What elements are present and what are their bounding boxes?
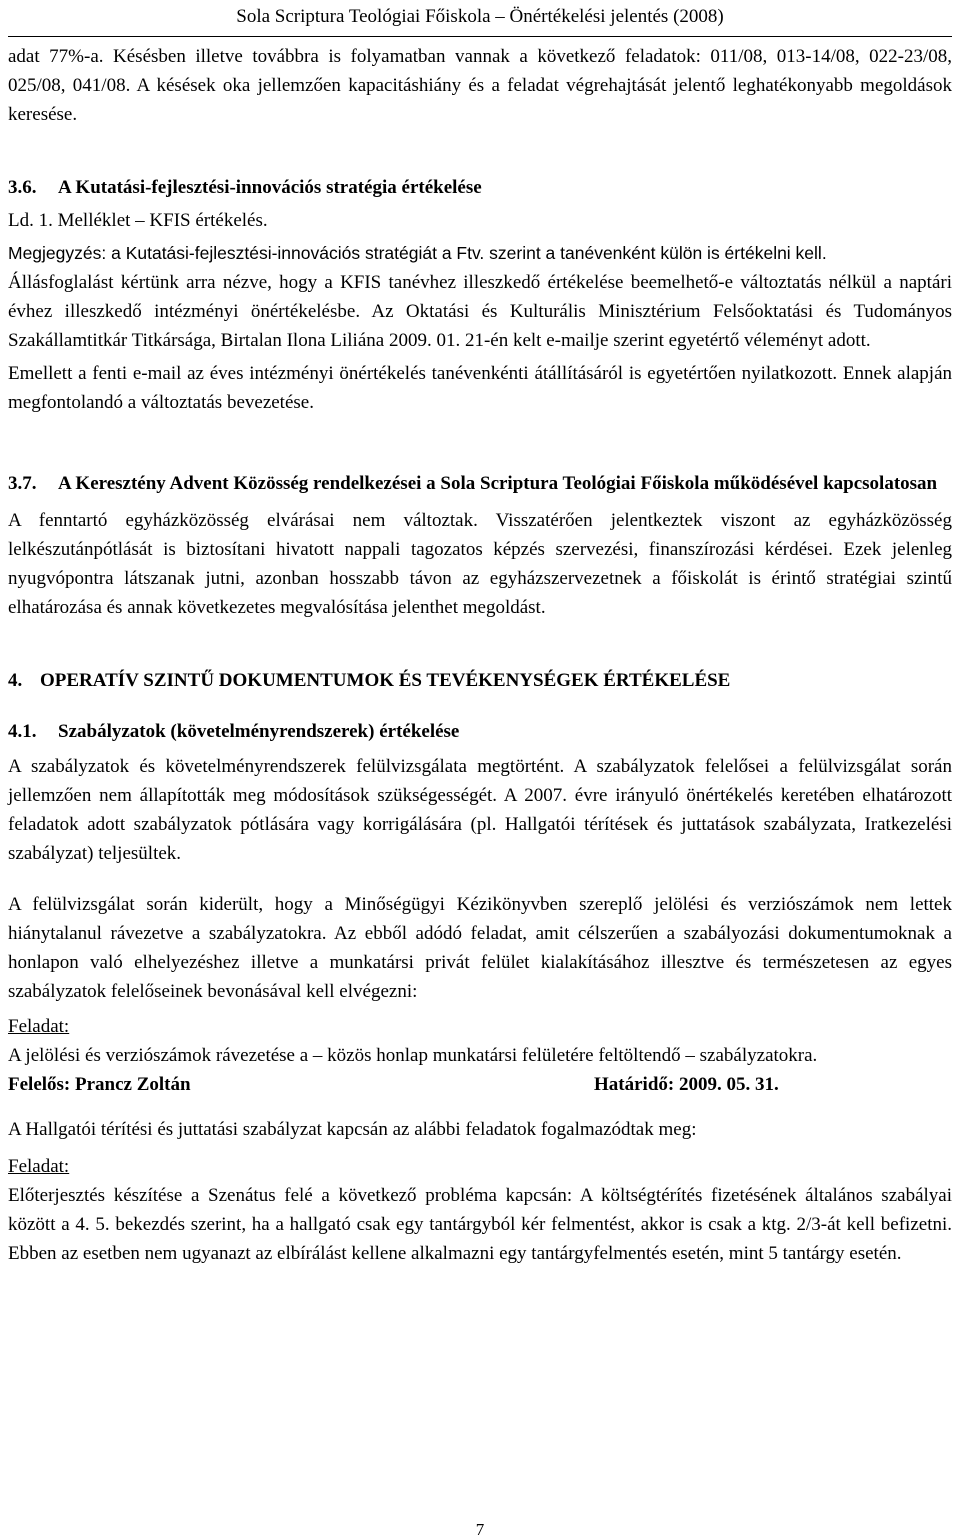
responsibility-row bbox=[8, 1070, 952, 1099]
deadline: Határidő: 2009. 05. 31. bbox=[594, 1074, 779, 1095]
section-number: 3.7. bbox=[8, 473, 37, 494]
section-4-1-heading bbox=[8, 717, 952, 746]
document-body bbox=[8, 42, 952, 1268]
running-header: Sola Scriptura Teológiai Főiskola – Önértékelési jelentés (2008) bbox=[236, 6, 724, 27]
section-title: A Keresztény Advent Közösség rendelkezései a Sola Scriptura Teológiai Főiskola működésével kapcsolatosan bbox=[58, 473, 938, 494]
section-title: OPERATÍV SZINTŰ DOKUMENTUMOK ÉS TEVÉKENYSÉGEK ÉRTÉKELÉSE bbox=[40, 670, 731, 691]
header-rule bbox=[8, 36, 952, 37]
task-description: Előterjesztés készítése a Szenátus felé a következő probléma kapcsán: A költségtérítés fizetésének általános szabályai között a 4. 5. bekezdés szerint, ha a hallgató csak egy tantárgyból kér felmentést, akkor is csak a ktg. 2/3-át kell befizetni. Ebben az esetben nem ugyanazt az elbírálást kellene alkalmazni egy tantárgyfelmentés esetén, mint 5 tantárgy esetén. bbox=[8, 1185, 952, 1264]
section-4-1-paragraph-2: A felülvizsgálat során kiderült, hogy a Minőségügyi Kézikönyvben szereplő jelölési és verziószámok nem lettek hiánytalanul rávezetve a szabályzatokra. Az ebből adódó feladat, amit célszerűen a szabályozási dokumentumoknak a honlapon való elhelyezéshez illetve a munkatársi privát felület kialakításához illesztve és természetesen az egyes szabályzatok felelőseinek bevonásával kell elvégezni: bbox=[8, 894, 952, 1002]
task-label: Feladat: bbox=[8, 1156, 70, 1177]
section-3-6-heading bbox=[8, 173, 952, 202]
section-3-6-paragraph-1: Állásfoglalást kértünk arra nézve, hogy a KFIS tanévhez illeszkedő értékelése beemelhető-e változtatás nélkül a naptári évhez illeszkedő intézményi önértékelésbe. Az Oktatási és Kulturális Minisztérium Felsőoktatási és Tudományos Szakállamtitkár Titkársága, Birtalan Ilona Liliána 2009. 01. 21-én kelt e-mailje szerint egyetértő véleményt adott. bbox=[8, 272, 952, 351]
section-4-1-paragraph-1: A szabályzatok és követelményrendszerek felülvizsgálata megtörtént. A szabályzatok felelősei a felülvizsgálat során jellemzően nem állapították meg módosítások szükségességét. A 2007. évre irányuló önértékelés keretében elhatározott feladatok adott szabályzatok pótlására vagy korrigálására (pl. Hallgatói térítések és juttatások szabályzata, Iratkezelési szabályzat) teljesültek. bbox=[8, 756, 952, 864]
annex-reference: Ld. 1. Melléklet – KFIS értékelés. bbox=[8, 210, 268, 231]
responsible-person: Felelős: Prancz Zoltán bbox=[8, 1074, 191, 1095]
task-description: A jelölési és verziószámok rávezetése a – közös honlap munkatársi felületére feltöltendő – szabályzatokra. bbox=[8, 1045, 818, 1066]
section-title: Szabályzatok (követelményrendszerek) értékelése bbox=[58, 721, 460, 742]
page-number: 7 bbox=[475, 1520, 485, 1539]
note-paragraph: Megjegyzés: a Kutatási-fejlesztési-innovációs stratégiát a Ftv. szerint a tanévenként külön is értékelni kell. bbox=[8, 243, 827, 263]
section-title: A Kutatási-fejlesztési-innovációs stratégia értékelése bbox=[58, 177, 482, 198]
intro-paragraph: adat 77%-a. Késésben illetve továbbra is folyamatban vannak a következő feladatok: 011/08, 013-14/08, 022-23/08, 025/08, 041/08. A késések oka jellemzően kapacitáshiány és a feladat végrehajtását jelentő leghatékonyabb megoldások keresése. bbox=[8, 46, 952, 125]
section-4-1-paragraph-3: A Hallgatói térítési és juttatási szabályzat kapcsán az alábbi feladatok fogalmazódtak meg: bbox=[8, 1119, 697, 1140]
section-3-6-paragraph-2: Emellett a fenti e-mail az éves intézményi önértékelés tanévenkénti átállításáról is egyetértően nyilatkozott. Ennek alapján megfontolandó a változtatás bevezetése. bbox=[8, 363, 952, 413]
section-number: 4.1. bbox=[8, 721, 37, 742]
section-4-heading bbox=[8, 666, 952, 695]
section-number: 3.6. bbox=[8, 177, 37, 198]
section-number: 4. bbox=[8, 670, 23, 691]
section-3-7-heading bbox=[8, 469, 952, 498]
task-label: Feladat: bbox=[8, 1016, 70, 1037]
section-3-7-paragraph: A fenntartó egyházközösség elvárásai nem változtak. Visszatérően jelentkeztek viszont az egyházközösség lelkészutánpótlását is biztosítani hivatott nappali tagozatos képzés szervezési, finanszírozási kérdései. Ezek jelenleg nyugvópontra látszanak jutni, azonban hosszabb távon az egyházszervezetnek a főiskolát is érintő stratégiai szintű elhatározása és annak következetes megvalósítása jelenthet megoldást. bbox=[8, 510, 952, 618]
